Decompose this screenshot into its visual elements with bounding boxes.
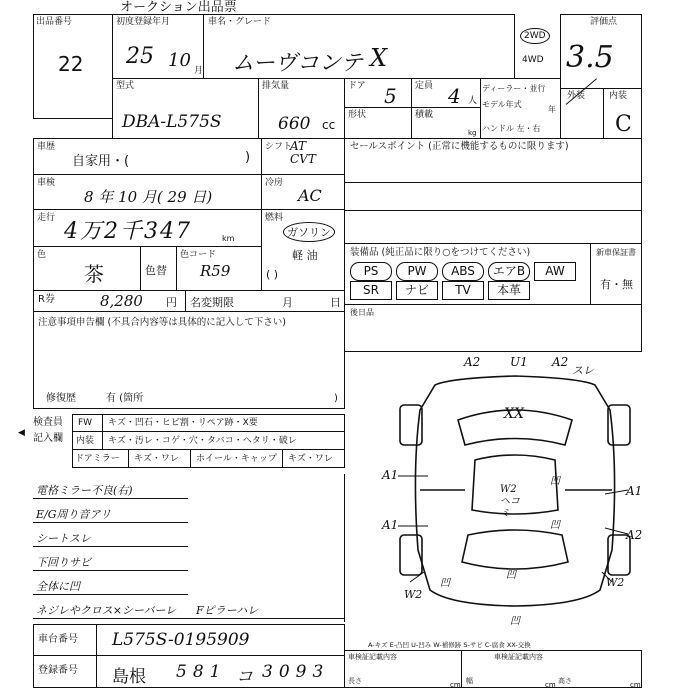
score-label: 評価点 <box>590 17 618 27</box>
usage-cell <box>33 138 262 175</box>
damage-mark: A2 <box>626 528 643 542</box>
capacity-unit: 人 <box>468 96 478 106</box>
damage-mark: A1 <box>382 468 399 482</box>
shift-label: シフト <box>265 142 293 152</box>
note-line: E/G周り音アリ <box>36 508 112 521</box>
aircon-label: 冷房 <box>265 178 284 188</box>
capacity-value: 4 <box>448 84 461 108</box>
extra-equipment-value: 有・無 <box>600 278 633 291</box>
inspector-wheel-label: ホイール・キャップ <box>196 454 277 464</box>
color-code-label: 色コード <box>180 250 217 260</box>
aircon-value: AC <box>298 186 322 205</box>
car-grade-value: X <box>370 44 388 72</box>
damage-mark: XX <box>504 406 524 422</box>
recycle-unit: 円 <box>166 296 177 309</box>
damage-mark: 凹 <box>550 476 560 487</box>
cert-cm-1: cm <box>450 681 461 689</box>
color-code-value: R59 <box>200 262 231 280</box>
entry-number-label: 出品番号 <box>36 17 73 27</box>
damage-legend: A-キズ E-凸凹 U-凹み W-補修跡 S-サビ C-腐食 XX-交換 <box>368 641 531 649</box>
usage-value: 自家用・( <box>72 154 130 169</box>
first-reg-label: 初度登録年月 <box>116 17 171 27</box>
displacement-unit: cc <box>322 118 336 132</box>
chassis-label: 車台番号 <box>38 634 78 645</box>
fuel-oil: 軽 油 <box>292 249 318 262</box>
cert-cm-3: cm <box>630 681 641 689</box>
model-year-label: モデル年式 <box>482 100 522 109</box>
first-reg-unit: 月 <box>194 66 204 76</box>
shape-label: 形状 <box>348 110 367 120</box>
after-item-cell <box>344 304 642 352</box>
load-unit: kg <box>468 129 477 137</box>
equipment-item: SR <box>350 281 392 300</box>
color-change-label: 色替 <box>145 264 167 277</box>
inspector-fw-items: キズ・凹石・ヒビ割・リペア跡・X要 <box>108 418 258 428</box>
damage-mark: 凹 <box>440 578 450 589</box>
inspector-int-items: キズ・汚レ・コゲ・穴・タバコ・ヘタリ・破レ <box>108 436 297 446</box>
damage-mark: 凹 <box>506 570 516 581</box>
deadline-month: 月 <box>282 296 293 309</box>
model-value: DBA-L575S <box>122 112 222 132</box>
note-line: 電格ミラー不良(右) <box>36 484 133 497</box>
note-line: Fピラーハレ <box>196 604 259 617</box>
damage-mark: スレ <box>572 364 594 377</box>
header-title: オークション出品票 <box>120 0 237 15</box>
fuel-value: ガソリン <box>283 222 335 242</box>
extra-equipment-label: 新車保証書 <box>596 248 636 257</box>
doors-value: 5 <box>384 84 397 108</box>
sales-point-cell <box>344 138 642 244</box>
color-value: 茶 <box>84 262 104 286</box>
equipment-item: エアB <box>488 262 530 281</box>
inspector-fw-label: FW <box>78 418 93 428</box>
usage-close: ) <box>245 150 251 165</box>
damage-mark: W2 <box>606 576 625 589</box>
usage-label: 車歴 <box>37 142 56 152</box>
equipment-item: PW <box>396 262 438 281</box>
damage-mark: A2 <box>552 355 569 369</box>
load-label: 積載 <box>415 110 434 120</box>
equipment-item: AW <box>534 262 576 281</box>
plate-class: 581 <box>176 662 227 682</box>
fuel-paren: ( ) <box>266 268 279 281</box>
score-int-value: C <box>615 112 632 137</box>
note-line: ネジレやクロス×シーバーレ <box>36 604 177 617</box>
car-name-label: 車名・グレード <box>208 17 272 27</box>
color-label: 色 <box>37 250 47 260</box>
plate-kana: コ <box>236 667 253 687</box>
score-value: 3.5 <box>566 40 614 75</box>
drive-2wd: 2WD <box>520 28 550 44</box>
equipment-item: 本革 <box>488 281 530 300</box>
mileage-value: 4万2千347 <box>64 219 192 244</box>
cert-length: 長さ <box>348 677 362 685</box>
first-reg-year: 25 <box>126 44 154 69</box>
entry-number-value: 22 <box>58 52 84 76</box>
model-label: 型式 <box>116 81 135 91</box>
note-line: シートスレ <box>36 532 91 545</box>
fuel-label: 燃料 <box>265 213 284 223</box>
plate-label: 登録番号 <box>38 665 78 676</box>
displacement-label: 排気量 <box>262 81 290 91</box>
repair-close: ) <box>334 393 338 404</box>
first-reg-month: 10 <box>168 50 191 71</box>
damage-mark: A1 <box>382 518 399 532</box>
notes-label: 注意事項申告欄 (不具合内容等は具体的に記入して下さい) <box>38 317 286 328</box>
inspector-wheel-items: キズ・ワレ <box>288 454 333 464</box>
doors-label: ドア <box>348 81 366 91</box>
inspection-label: 車検 <box>37 178 56 188</box>
inspector-mirror-items: キズ・ワレ <box>134 454 179 464</box>
equipment-item: ABS <box>442 262 484 281</box>
cert-label-1: 車検証記載内容 <box>348 653 397 661</box>
score-int-label: 内装 <box>609 91 628 101</box>
deadline-day: 日 <box>330 296 341 309</box>
displacement-value: 660 <box>278 114 311 134</box>
note-line: 全体に凹 <box>36 580 80 593</box>
inspector-marker: ◀ <box>18 428 25 438</box>
damage-mark: A2 <box>464 355 481 369</box>
deadline-label: 名変期限 <box>190 296 234 309</box>
repair-label: 修復歴 <box>46 393 76 404</box>
equipment-label: 装備品 (純正品に限り○をつけてください) <box>350 247 531 258</box>
damage-mark: W2 <box>404 588 423 601</box>
repair-value: 有 (箇所 <box>106 393 144 404</box>
sales-point-label: セールスポイント (正常に機能するものに限ります) <box>350 141 569 152</box>
mileage-unit: km <box>222 234 235 243</box>
score-ext-label: 外装 <box>567 91 586 101</box>
cert-height: 高さ <box>558 677 572 685</box>
equipment-item: PS <box>350 262 392 281</box>
handle-label: ハンドル 左・右 <box>482 124 541 133</box>
inspector-int-label: 内装 <box>76 436 95 446</box>
shift-value: AT CVT <box>290 139 316 166</box>
inspector-label-2: 記入欄 <box>33 433 63 444</box>
after-item-label: 後日品 <box>350 308 374 317</box>
inspector-label-1: 検査員 <box>33 417 63 428</box>
damage-mark: 凹 <box>510 616 520 627</box>
recycle-label: R券 <box>38 294 55 305</box>
cert-width: 幅 <box>466 677 473 685</box>
plate-region: 島根 <box>112 667 146 687</box>
plate-number: 3093 <box>262 662 330 682</box>
car-name-value: ムーヴコンテ <box>232 51 363 76</box>
mileage-label: 走行 <box>37 213 56 223</box>
recycle-value: 8,280 <box>100 292 143 310</box>
chassis-value: L575S-0195909 <box>112 630 250 650</box>
dealer-label: ディーラー・並行 <box>482 84 546 93</box>
inspector-mirror-label: ドアミラー <box>75 454 120 464</box>
damage-mark: U1 <box>510 355 528 369</box>
inspection-value: 8 年 10 月( 29 日) <box>84 188 213 206</box>
drive-4wd: 4WD <box>522 55 544 65</box>
equipment-item: TV <box>442 281 484 300</box>
cert-label-2: 車検証記載内容 <box>494 653 543 661</box>
damage-mark: A1 <box>626 484 643 498</box>
capacity-label: 定員 <box>415 81 434 91</box>
recycle-cell <box>33 290 345 312</box>
damage-mark: 凹 <box>550 520 560 531</box>
damage-mark: W2 ヘコミ <box>500 484 520 519</box>
equipment-item: ナビ <box>396 281 438 300</box>
model-year-unit: 年 <box>548 105 556 114</box>
cert-cm-2: cm <box>545 681 556 689</box>
note-line: 下回りサビ <box>36 556 91 569</box>
